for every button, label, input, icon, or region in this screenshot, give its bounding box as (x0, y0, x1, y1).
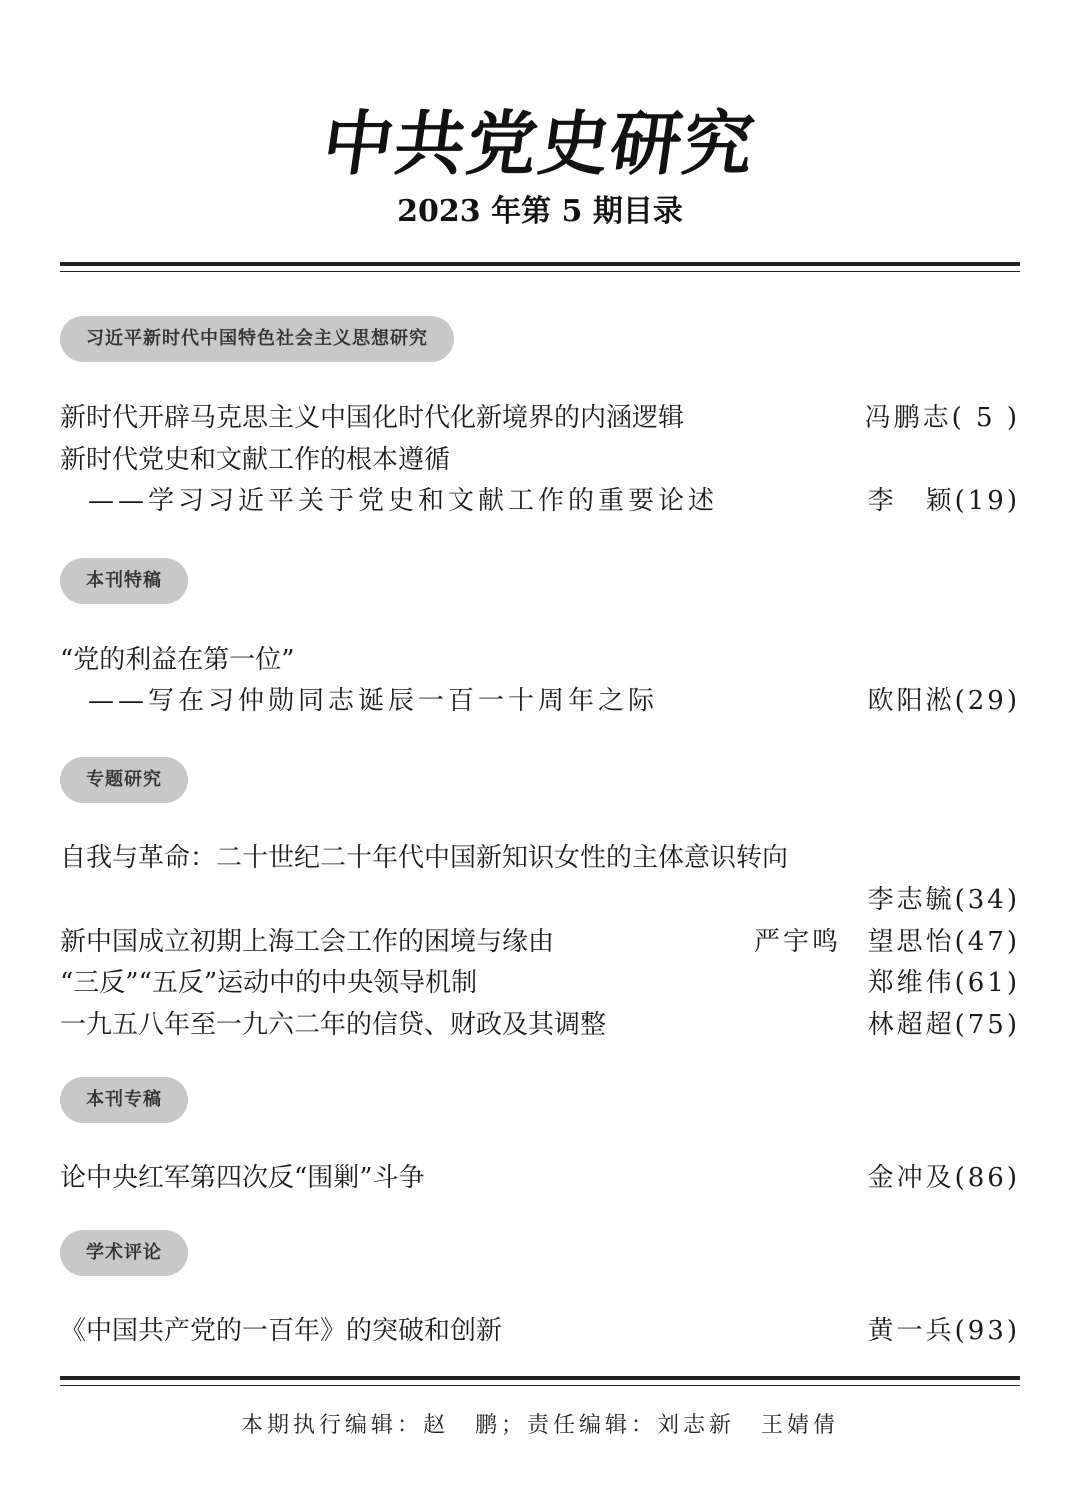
entry-title: 新时代开辟马克思主义中国化时代化新境界的内涵逻辑 (60, 403, 685, 433)
toc-entry[interactable] (60, 1158, 1020, 1198)
entry-author-page: 李 颖(19) (867, 486, 1020, 516)
entry-author-page: 金冲及(86) (867, 1163, 1020, 1193)
section-label-topic-research: 专题研究 (60, 757, 188, 803)
toc-entry[interactable] (60, 838, 1020, 878)
section-label-xi-thought: 习近平新时代中国特色社会主义思想研究 (60, 316, 454, 362)
entry-author-page: 望思怡(47) (867, 927, 1020, 957)
bottom-divider (60, 1376, 1020, 1386)
entry-title: 新中国成立初期上海工会工作的困境与缘由 (60, 927, 555, 957)
toc-entry-author-line[interactable] (60, 880, 1020, 920)
section-label-special-feature: 本刊特稿 (60, 558, 188, 604)
toc-entry[interactable] (60, 640, 1020, 680)
top-divider (60, 262, 1020, 272)
entry-title: 一九五八年至一九六二年的信贷、财政及其调整 (60, 1010, 607, 1040)
toc-entry[interactable] (60, 1005, 1020, 1045)
journal-masthead: 中共党史研究 (317, 103, 761, 185)
entry-title: “三反”“五反”运动中的中央领导机制 (60, 968, 478, 998)
entry-author-page: 郑维伟(61) (867, 968, 1020, 998)
entry-author-page: 李志毓(34) (867, 885, 1020, 915)
entry-title: 论中央红军第四次反“围剿”斗争 (60, 1163, 425, 1193)
entry-coauthor: 严宇鸣 (754, 927, 842, 957)
entry-title: 新时代党史和文献工作的根本遵循 (60, 445, 451, 475)
toc-entry-subtitle[interactable] (60, 681, 1020, 721)
entry-title: 自我与革命：二十世纪二十年代中国新知识女性的主体意识转向 (60, 843, 789, 873)
toc-entry[interactable] (60, 963, 1020, 1003)
toc-entry[interactable] (60, 440, 1020, 480)
section-label-academic-review: 学术评论 (60, 1230, 188, 1276)
toc-entry[interactable] (60, 922, 1020, 962)
toc-entry[interactable] (60, 398, 1020, 438)
toc-entry[interactable] (60, 1311, 1020, 1351)
entry-title: 《中国共产党的一百年》的突破和创新 (60, 1316, 503, 1346)
issue-title: 2023 年第 5 期目录 (397, 194, 683, 229)
editor-credits: 本期执行编辑：赵 鹏；责任编辑：刘志新 王婧倩 (240, 1413, 839, 1438)
entry-author-page: 林超超(75) (867, 1010, 1020, 1040)
toc-entry-subtitle[interactable] (60, 481, 1020, 521)
section-label-exclusive: 本刊专稿 (60, 1077, 188, 1123)
entry-author-page: 黄一兵(93) (867, 1316, 1020, 1346)
entry-author-page: 欧阳淞(29) (867, 686, 1020, 716)
entry-author-page: 冯鹏志( 5 ) (864, 403, 1020, 433)
entry-subtitle: ——写在习仲勋同志诞辰一百一十周年之际 (88, 686, 659, 716)
entry-title: “党的利益在第一位” (60, 645, 295, 675)
entry-subtitle: ——学习习近平关于党史和文献工作的重要论述 (88, 486, 719, 516)
